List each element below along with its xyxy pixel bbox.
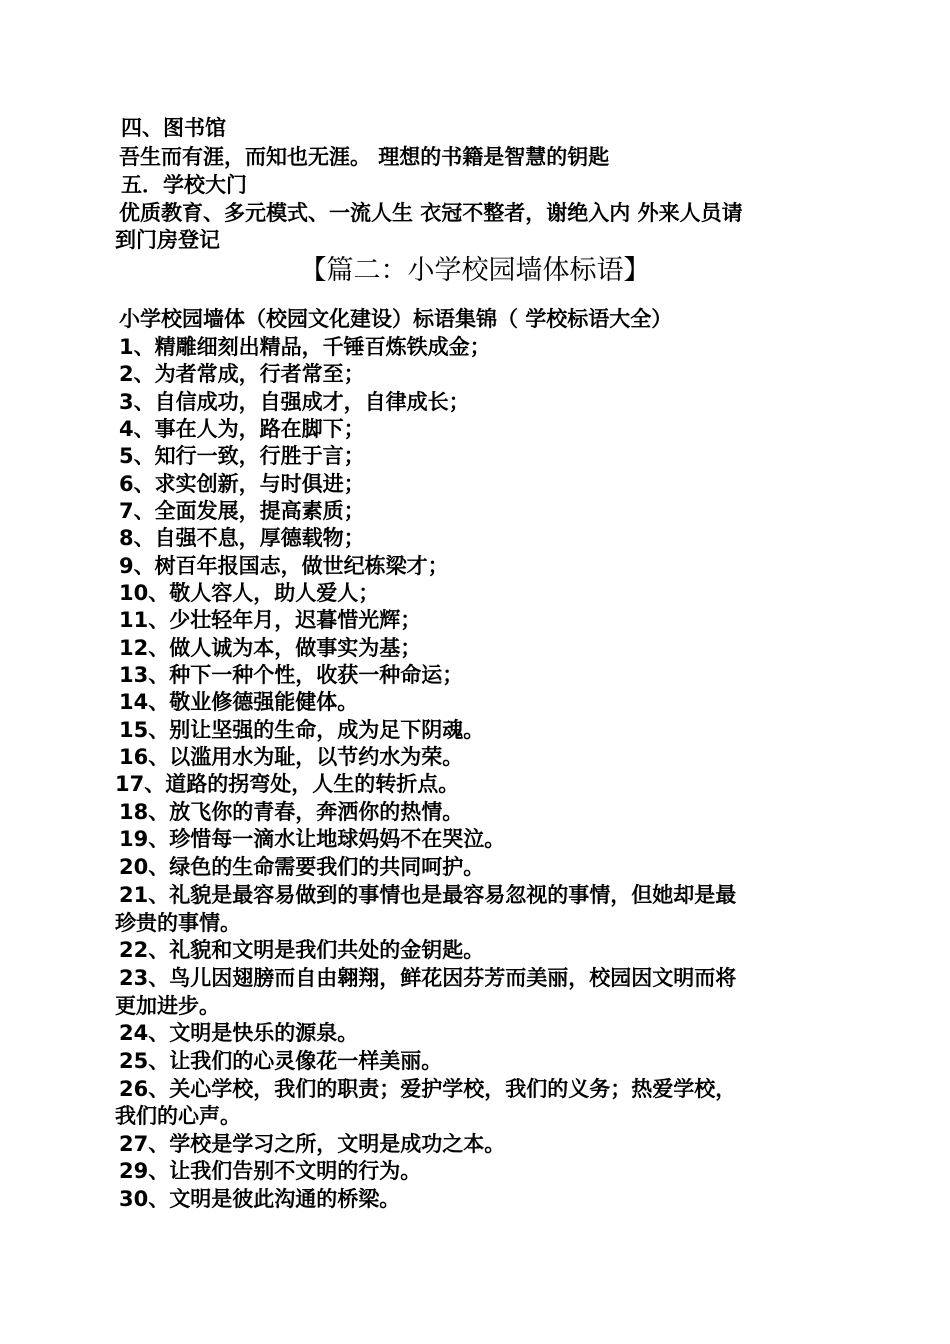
slogan-item: 17、道路的拐弯处，人生的转折点。	[115, 772, 460, 796]
section-four-heading: 四、图书馆	[121, 116, 226, 140]
part-two-title: 【篇二：小学校园墙体标语】	[299, 255, 651, 286]
slogan-item: 20、绿色的生命需要我们的共同呵护。	[119, 855, 485, 879]
slogan-item: 10、敬人容人，助人爱人；	[119, 581, 380, 605]
part-two-subtitle: 小学校园墙体（校园文化建设）标语集锦（ 学校标语大全）	[119, 307, 673, 331]
slogan-item: 30、文明是彼此沟通的桥梁。	[119, 1187, 401, 1211]
slogan-item-continuation: 更加进步。	[115, 994, 220, 1018]
slogan-item: 1、精雕细刻出精品，千锤百炼铁成金；	[119, 335, 491, 359]
slogan-item: 26、关心学校，我们的职责；爱护学校，我们的义务；热爱学校，	[119, 1077, 737, 1101]
slogan-item: 19、珍惜每一滴水让地球妈妈不在哭泣。	[119, 827, 506, 851]
slogan-item: 15、别让坚强的生命，成为足下阴魂。	[119, 718, 485, 742]
slogan-item: 18、放飞你的青春，奔洒你的热情。	[119, 800, 464, 824]
slogan-item: 2、为者常成，行者常至；	[119, 362, 365, 386]
slogan-item: 8、自强不息，厚德载物；	[119, 526, 365, 550]
slogan-item-continuation: 珍贵的事情。	[115, 911, 241, 935]
slogan-item: 12、做人诚为本，做事实为基；	[119, 636, 422, 660]
slogan-item: 23、鸟儿因翅膀而自由翱翔，鲜花因芬芳而美丽，校园因文明而将	[119, 966, 737, 990]
section-five-text-line2: 到门房登记	[115, 228, 220, 252]
slogan-item: 5、知行一致，行胜于言；	[119, 444, 365, 468]
section-five-text-line1: 优质教育、多元模式、一流人生 衣冠不整者，谢绝入内 外来人员请	[119, 201, 743, 225]
slogan-item: 3、自信成功，自强成才，自律成长；	[119, 390, 470, 414]
slogan-item: 29、让我们告别不文明的行为。	[119, 1159, 422, 1183]
section-five-heading: 五．学校大门	[121, 173, 247, 197]
slogan-item: 22、礼貌和文明是我们共处的金钥匙。	[119, 938, 485, 962]
slogan-item: 7、全面发展，提高素质；	[119, 499, 365, 523]
section-four-text: 吾生而有涯，而知也无涯。 理想的书籍是智慧的钥匙	[119, 145, 610, 169]
slogan-item: 14、敬业修德强能健体。	[119, 690, 359, 714]
slogan-item: 4、事在人为，路在脚下；	[119, 417, 365, 441]
slogan-item-continuation: 我们的心声。	[115, 1104, 241, 1128]
slogan-item: 13、种下一种个性，收获一种命运；	[119, 663, 464, 687]
slogan-item: 27、学校是学习之所，文明是成功之本。	[119, 1132, 506, 1156]
slogan-item: 6、求实创新，与时俱进；	[119, 472, 365, 496]
slogan-item: 9、树百年报国志，做世纪栋梁才；	[119, 554, 449, 578]
slogan-item: 24、文明是快乐的源泉。	[119, 1021, 359, 1045]
slogan-item: 25、让我们的心灵像花一样美丽。	[119, 1049, 443, 1073]
slogan-item: 11、少壮轻年月，迟暮惜光辉；	[119, 608, 422, 632]
slogan-item: 21、礼貌是最容易做到的事情也是最容易忽视的事情，但她却是最	[119, 883, 737, 907]
slogan-item: 16、以滥用水为耻，以节约水为荣。	[119, 745, 464, 769]
